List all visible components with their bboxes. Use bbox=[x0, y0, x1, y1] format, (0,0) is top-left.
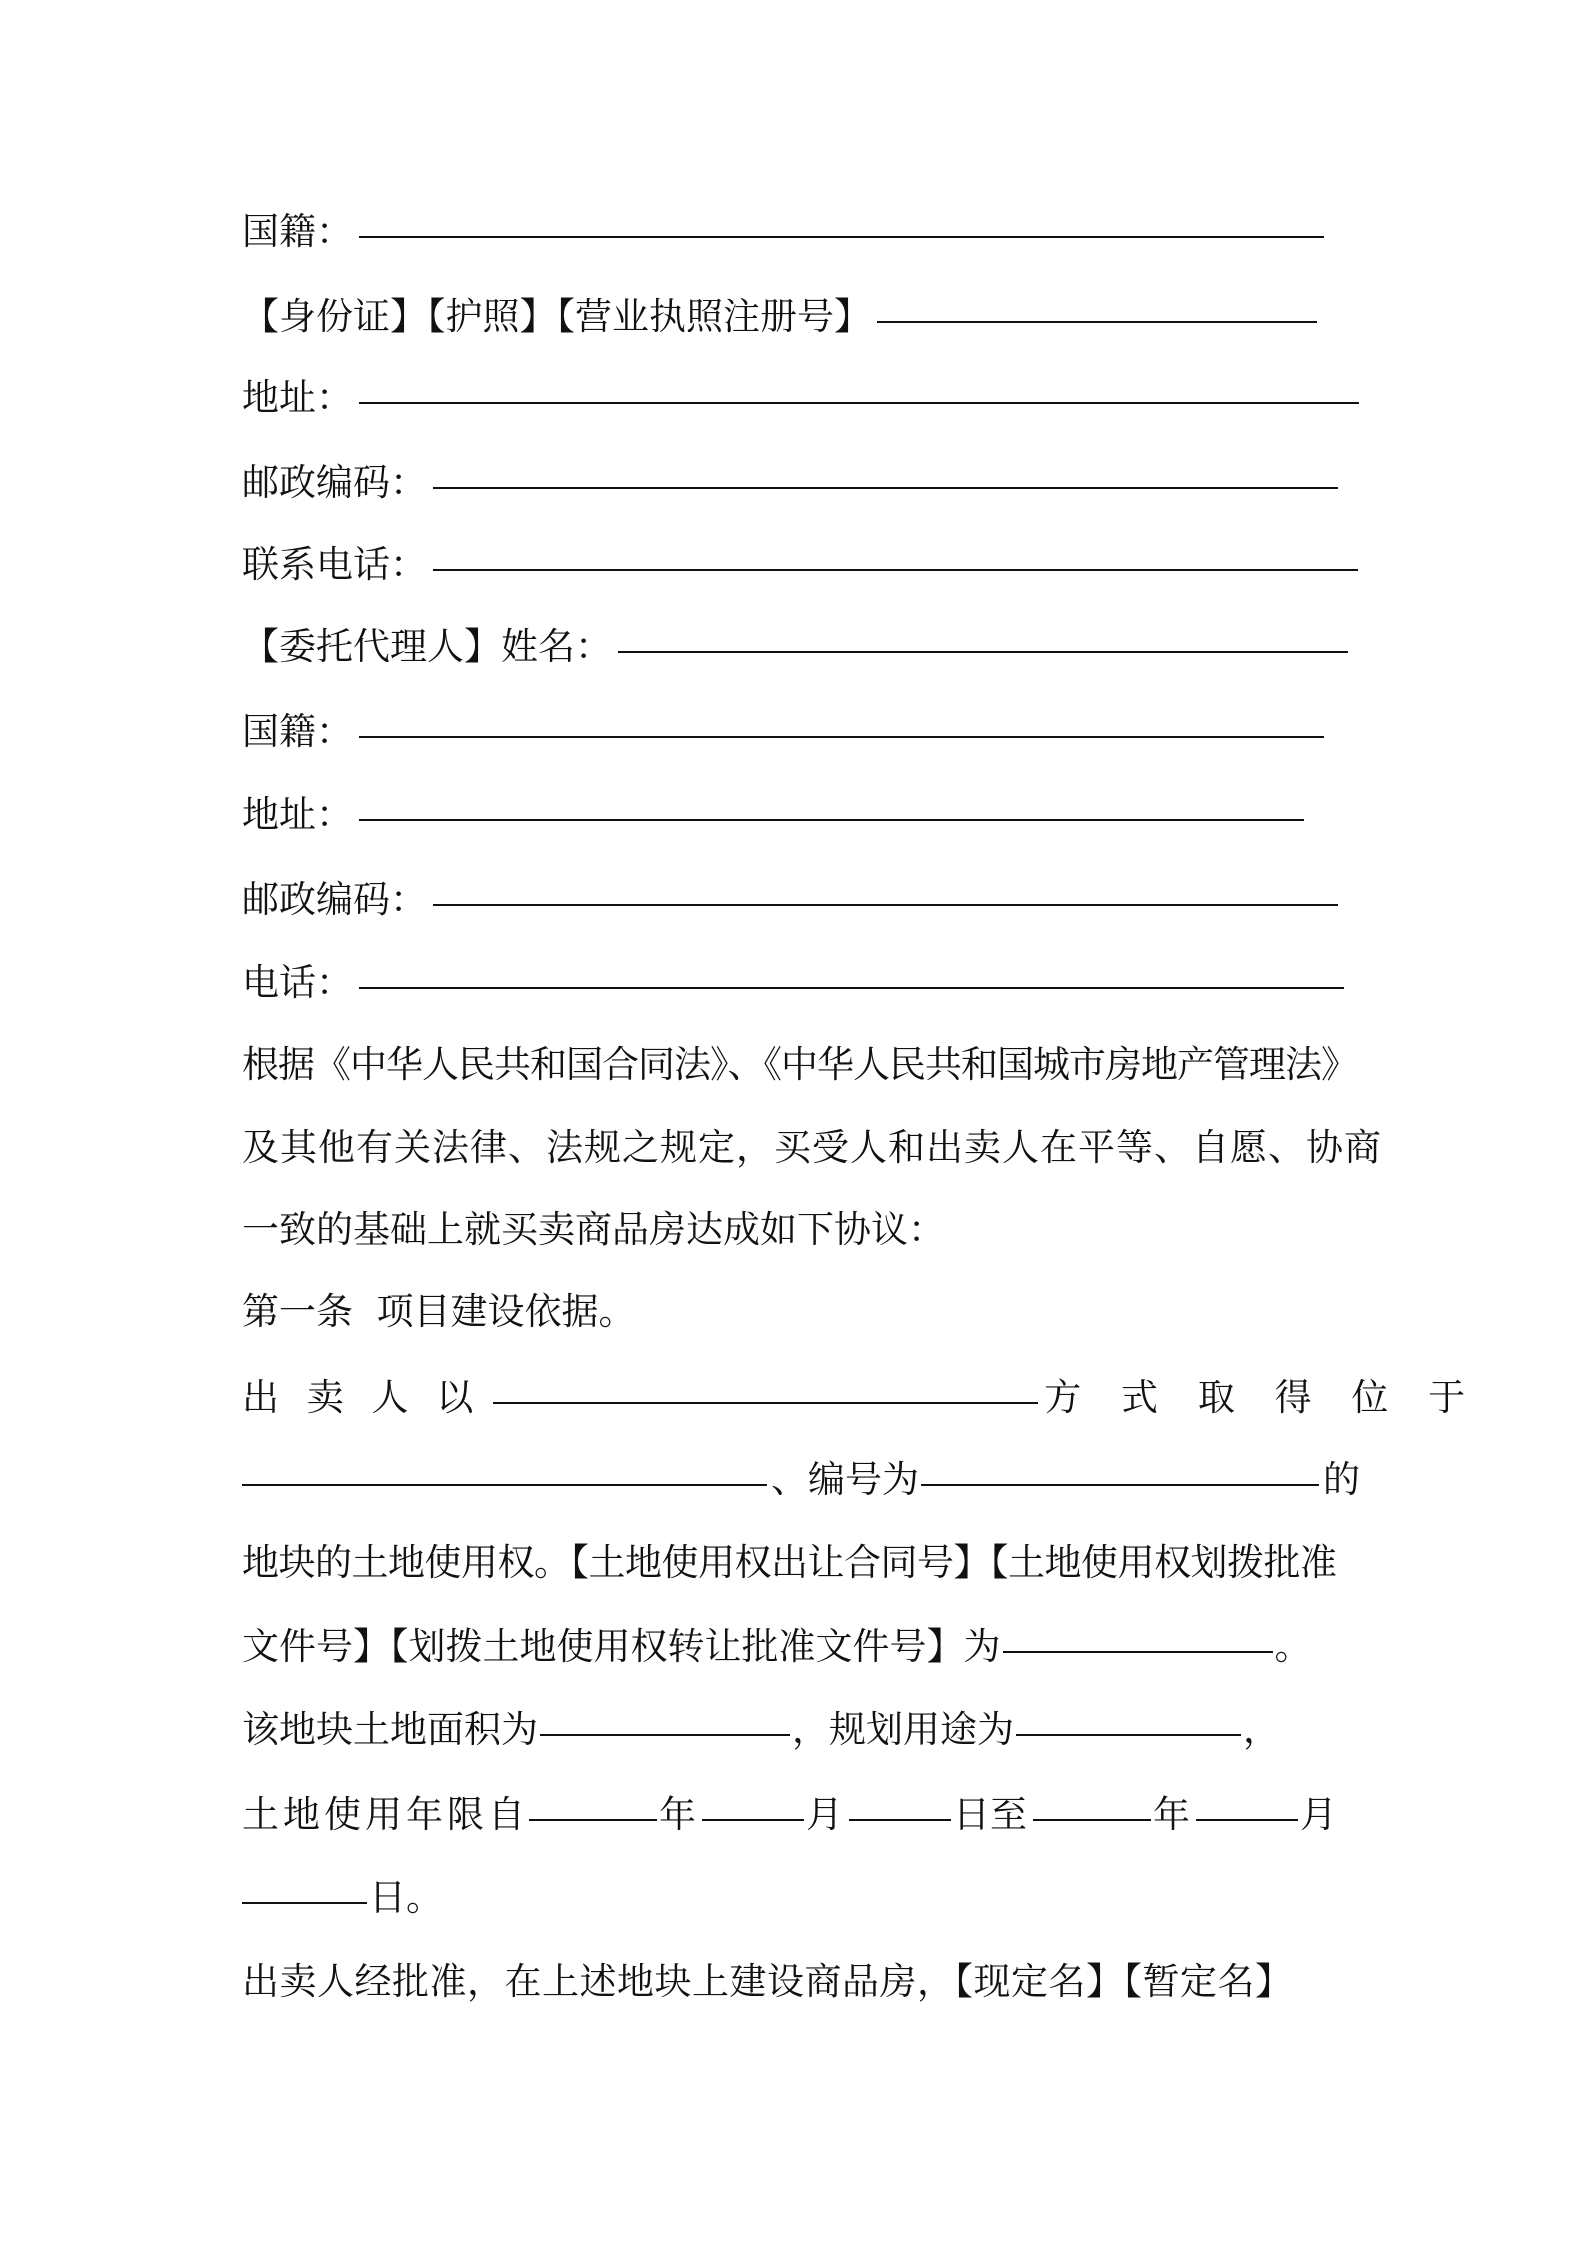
start-month-label: 月 bbox=[806, 1793, 843, 1836]
start-day-label: 日至 bbox=[953, 1793, 1027, 1836]
parcel-location-line bbox=[242, 1450, 1360, 1510]
preamble-line-3 bbox=[242, 1200, 1357, 1260]
agent-address-blank[interactable] bbox=[359, 819, 1304, 821]
planned-use-label: ，规划用途为 bbox=[792, 1708, 1014, 1751]
agent-postal-code-line bbox=[242, 870, 1357, 930]
id-type-label: 【身份证】【护照】【营业执照注册号】 bbox=[242, 295, 871, 338]
end-month-label: 月 bbox=[1300, 1793, 1337, 1836]
article-1-heading bbox=[242, 1282, 1357, 1342]
agent-postal-code-blank[interactable] bbox=[433, 904, 1338, 906]
land-area-line bbox=[242, 1700, 1357, 1760]
end-year-label: 年 bbox=[1153, 1793, 1190, 1836]
preamble-text-3: 一致的基础上就买卖商品房达成如下协议： bbox=[242, 1208, 945, 1251]
land-area-label: 该地块土地面积为 bbox=[242, 1708, 538, 1751]
parcel-number-label: 、编号为 bbox=[771, 1458, 919, 1501]
parcel-of-label: 的 bbox=[1323, 1458, 1360, 1501]
agent-name-label: 【委托代理人】姓名： bbox=[242, 625, 612, 668]
project-name-text: 出卖人经批准，在上述地块上建设商品房，【现定名】【暂定名】 bbox=[242, 1960, 1293, 2003]
land-use-right-line bbox=[242, 1533, 1357, 1593]
land-use-right-text: 地块的土地使用权。【土地使用权出让合同号】【土地使用权划拨批准 bbox=[242, 1541, 1337, 1584]
land-term-label: 土地使用年限自 bbox=[242, 1793, 529, 1836]
postal-code-line bbox=[242, 453, 1357, 513]
agent-nationality-line bbox=[242, 702, 1357, 762]
approval-doc-blank[interactable] bbox=[1003, 1651, 1273, 1653]
approval-doc-label: 文件号】【划拨土地使用权转让批准文件号】为 bbox=[242, 1625, 1001, 1668]
start-day-blank[interactable] bbox=[849, 1819, 951, 1821]
agent-address-line bbox=[242, 785, 1357, 845]
preamble-text-2: 及其他有关法律、法规之规定，买受人和出卖人在平等、自愿、协商 bbox=[242, 1126, 1382, 1169]
agent-nationality-blank[interactable] bbox=[359, 736, 1324, 738]
nationality-line bbox=[242, 202, 1357, 262]
agent-phone-blank[interactable] bbox=[359, 987, 1344, 989]
id-number-line bbox=[242, 287, 1357, 347]
agent-postal-code-label: 邮政编码： bbox=[242, 878, 427, 921]
agent-name-blank[interactable] bbox=[618, 651, 1348, 653]
contact-phone-label: 联系电话： bbox=[242, 543, 427, 586]
parcel-location-blank[interactable] bbox=[242, 1484, 767, 1486]
start-year-label: 年 bbox=[659, 1793, 696, 1836]
end-year-blank[interactable] bbox=[1033, 1819, 1151, 1821]
postal-code-blank[interactable] bbox=[433, 487, 1338, 489]
agent-phone-line bbox=[242, 953, 1357, 1013]
agent-nationality-label: 国籍： bbox=[242, 710, 353, 753]
id-number-blank[interactable] bbox=[877, 321, 1317, 323]
end-day-blank[interactable] bbox=[242, 1902, 367, 1904]
preamble-line-1 bbox=[242, 1035, 1357, 1095]
seller-by-label: 出 卖 人 以 bbox=[242, 1376, 482, 1419]
project-name-line bbox=[242, 1952, 1357, 2012]
end-month-blank[interactable] bbox=[1196, 1819, 1298, 1821]
planned-use-end: ， bbox=[1243, 1708, 1280, 1751]
end-day-line bbox=[242, 1868, 1357, 1928]
agent-address-label: 地址： bbox=[242, 793, 353, 836]
approval-doc-line bbox=[242, 1617, 1357, 1677]
article-1-title: 第一条 项目建设依据。 bbox=[242, 1290, 636, 1333]
approval-doc-end: 。 bbox=[1274, 1625, 1312, 1668]
contact-phone-blank[interactable] bbox=[433, 569, 1358, 571]
address-label: 地址： bbox=[242, 376, 353, 419]
land-term-line bbox=[242, 1785, 1357, 1845]
preamble-line-2 bbox=[242, 1118, 1382, 1178]
agent-name-line bbox=[242, 617, 1357, 677]
agent-phone-label: 电话： bbox=[242, 961, 353, 1004]
end-day-label: 日。 bbox=[369, 1876, 443, 1919]
acquisition-line bbox=[242, 1368, 1480, 1428]
acquisition-method-label: 方 式 取 得 位 于 bbox=[1044, 1376, 1480, 1419]
parcel-number-blank[interactable] bbox=[921, 1484, 1319, 1486]
land-area-blank[interactable] bbox=[540, 1734, 790, 1736]
start-year-blank[interactable] bbox=[529, 1819, 657, 1821]
start-month-blank[interactable] bbox=[702, 1819, 804, 1821]
preamble-text-1: 根据《中华人民共和国合同法》、《中华人民共和国城市房地产管理法》 bbox=[242, 1043, 1357, 1086]
nationality-blank[interactable] bbox=[359, 236, 1324, 238]
postal-code-label: 邮政编码： bbox=[242, 461, 427, 504]
acquisition-method-blank[interactable] bbox=[493, 1402, 1038, 1404]
nationality-label: 国籍： bbox=[242, 210, 353, 253]
address-line bbox=[242, 368, 1357, 428]
contact-phone-line bbox=[242, 535, 1357, 595]
address-blank[interactable] bbox=[359, 402, 1359, 404]
planned-use-blank[interactable] bbox=[1016, 1734, 1241, 1736]
